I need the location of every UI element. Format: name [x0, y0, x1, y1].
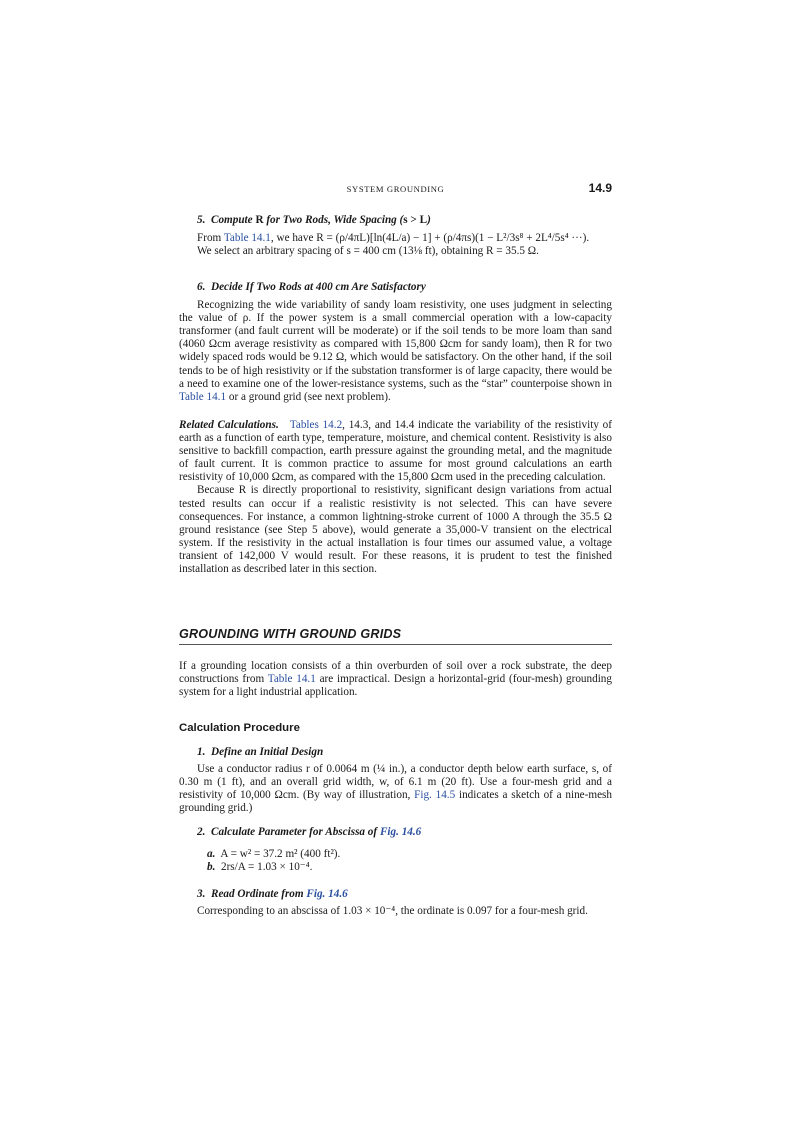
procedure-step-1-paragraph: Use a conductor radius r of 0.0064 m (¼ in.), a conductor depth below earth surface, s, of 0.30 m (1 ft), and an overall grid width, w, of 6.1 m (20 ft). Use a four-mesh grid and a resistivity of 10,000 Ωcm. (By way of illustration, Fig. 14.5 indicates a sketch of a nine-mesh grounding grid.) — [179, 763, 612, 815]
procedure-step-3 — [179, 888, 612, 918]
page-number: 14.9 — [588, 181, 612, 195]
fig-14-6-link[interactable]: Fig. 14.6 — [379, 826, 422, 838]
procedure-heading: Calculation Procedure — [179, 722, 300, 734]
related-paragraph-1: Related Calculations. Tables 14.2, 14.3, and 14.4 indicate the variability of the resistivity of earth as a function of earth type, temperature, moisture, and chemical content. Resistivity is also sensitive to backfill compaction, earth pressure against the grounding metal, and the magnitude of fault current. It is common practice to assume for most ground calculations an earth resistivity of 10,000 Ωcm, as compared with the 15,800 Ωcm used in the preceding calculation. — [179, 419, 612, 484]
step-5-result: We select an arbitrary spacing of s = 400 cm (13⅛ ft), obtaining R = 35.5 Ω. — [197, 245, 539, 258]
step-6-paragraph: Recognizing the wide variability of sandy loam resistivity, one uses judgment in selecting the value of ρ. If the power system is a small commercial operation with a low-capacity transformer (and fault current will be moderate) or if the soil tends to be more loam than sand (4060 Ωcm average resistivity as compared with 15,800 Ωcm for sandy loam), then R for two widely spaced rods would be 9.12 Ω, which would be satisfactory. On the other hand, if the soil tends to be of high resistivity or if the substation transformer is of large capacity, there would be a need to examine one of the lower-resistance systems, such as the “star” counterpoise shown in Table 14.1 or a ground grid (see next problem). — [179, 299, 612, 403]
fig-14-6-link[interactable]: Fig. 14.6 — [306, 888, 348, 900]
table-14-1-link[interactable]: Table 14.1 — [179, 390, 227, 403]
table-14-1-link[interactable]: Table 14.1 — [267, 673, 316, 686]
related-calculations — [179, 419, 612, 576]
section-intro-paragraph: If a grounding location consists of a thin overburden of soil over a rock substrate, the deep constructions from Table 14.1 are impractical. Design a horizontal-grid (four-mesh) grounding system for a light industrial application. — [179, 660, 612, 699]
step-5-formula: From Table 14.1, we have R = (ρ/4πL)[ln(4L/a) − 1] + (ρ/4πs)(1 − L²/3s⁸ + 2L⁴/5s⁴ ···). — [197, 232, 590, 245]
step-5 — [179, 214, 612, 258]
procedure-step-1 — [179, 746, 612, 815]
running-header — [179, 181, 612, 197]
running-title: SYSTEM GROUNDING — [346, 184, 445, 194]
calculation-procedure — [179, 722, 612, 734]
related-heading: Related Calculations. — [179, 419, 279, 431]
step-6 — [179, 281, 612, 404]
step-5-heading: 5. Compute R for Two Rods, Wide Spacing (s > L) — [197, 214, 431, 226]
section-title: GROUNDING WITH GROUND GRIDS — [179, 627, 612, 645]
fig-14-5-link[interactable]: Fig. 14.5 — [414, 789, 456, 802]
procedure-step-2 — [179, 826, 612, 874]
procedure-step-2a: a. A = w² = 37.2 m² (400 ft²). — [207, 848, 341, 861]
procedure-step-2b: b. 2rs/A = 1.03 × 10⁻⁴. — [207, 861, 313, 874]
procedure-step-3-paragraph: Corresponding to an abscissa of 1.03 × 10⁻⁴, the ordinate is 0.097 for a four-mesh grid. — [197, 905, 588, 918]
section-heading-block — [179, 627, 612, 645]
procedure-step-2-heading: 2. Calculate Parameter for Abscissa of Fig. 14.6 — [197, 826, 422, 838]
table-14-2-link[interactable]: Tables 14.2 — [289, 419, 343, 431]
related-paragraph-2: Because R is directly proportional to resistivity, significant design variations from actual tested results can occur if a realistic resistivity is not selected. This can have severe consequences. For instance, a common lightning-stroke current of 1000 A through the 35.5 Ω ground resistance (see Step 5 above), would generate a 35,000-V transient on the electrical system. If the resistivity in the actual installation is four times our assumed value, a voltage transient of 142,000 V would result. For these reasons, it is prudent to test the finished installation as described later in this section. — [179, 484, 612, 576]
procedure-step-3-heading: 3. Read Ordinate from Fig. 14.6 — [197, 888, 348, 900]
step-6-heading: 6. Decide If Two Rods at 400 cm Are Satisfactory — [197, 281, 426, 293]
section-intro — [179, 660, 612, 699]
table-14-1-link[interactable]: Table 14.1 — [223, 232, 271, 245]
procedure-step-1-heading: 1. Define an Initial Design — [197, 746, 324, 758]
